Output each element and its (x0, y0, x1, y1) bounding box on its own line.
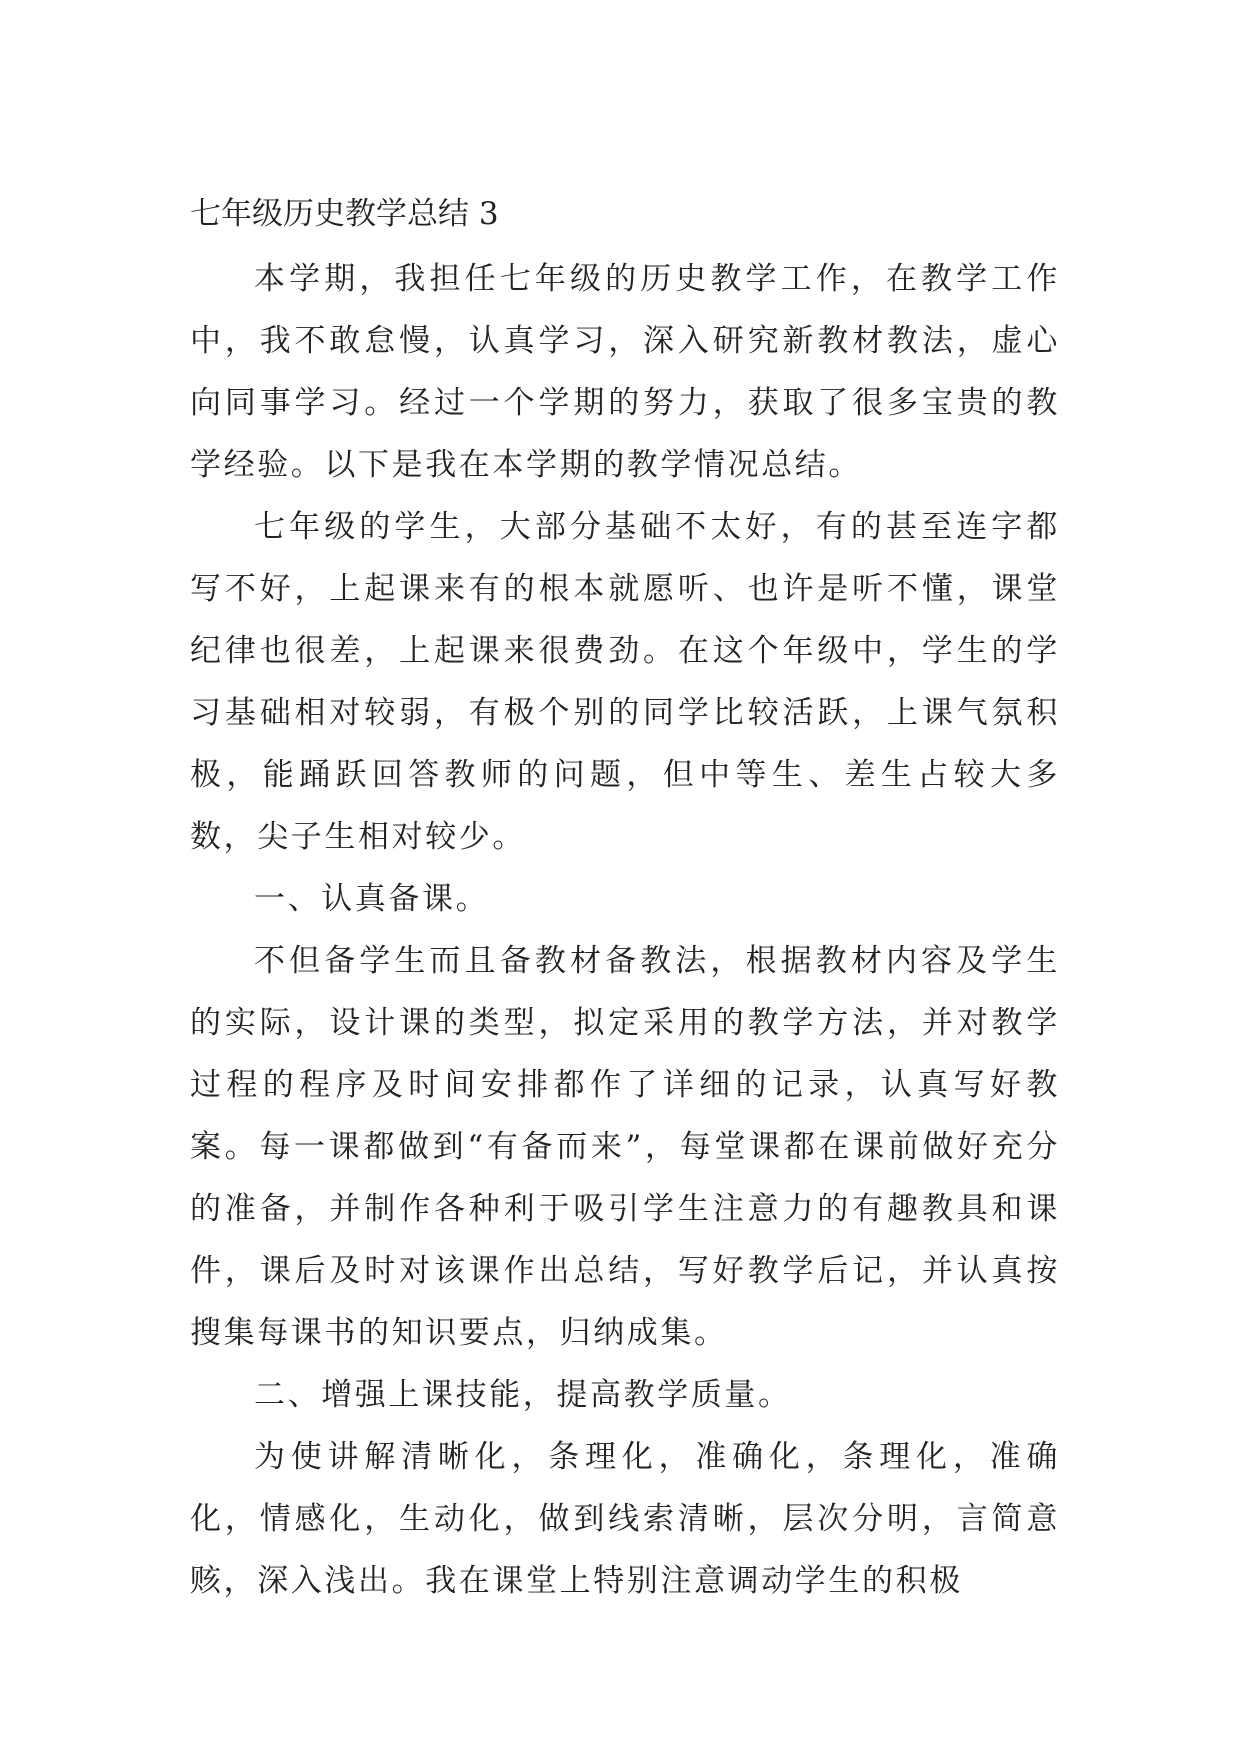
paragraph-intro: 本学期，我担任七年级的历史教学工作，在教学工作中，我不敢怠慢，认真学习，深入研究新教材教法，虚心向同事学习。经过一个学期的努力，获取了很多宝贵的教学经验。以下是我在本学期的教学情况总结。 (190, 261, 1060, 483)
section-heading-teaching-skills: 二、增强上课技能，提高教学质量。 (254, 1377, 792, 1413)
document-body (190, 248, 1060, 1612)
paragraph-students: 七年级的学生，大部分基础不太好，有的甚至连字都写不好，上起课来有的根本就愿听、也许是听不懂，课堂纪律也很差，上起课来很费劲。在这个年级中，学生的学习基础相对较弱，有极个别的同学比较活跃，上课气氛积极，能踊跃回答教师的问题，但中等生、差生占较大多数，尖子生相对较少。 (190, 509, 1060, 855)
section-heading-lesson-prep: 一、认真备课。 (254, 881, 490, 917)
document-title: 七年级历史教学总结 3 (190, 196, 499, 232)
paragraph-lesson-prep: 不但备学生而且备教材备教法，根据教材内容及学生的实际，设计课的类型，拟定采用的教学方法，并对教学过程的程序及时间安排都作了详细的记录，认真写好教案。每一课都做到“有备而来”，每堂课都在课前做好充分的准备，并制作各种利于吸引学生注意力的有趣教具和课件，课后及时对该课作出总结，写好教学后记，并认真按搜集每课书的知识要点，归纳成集。 (190, 943, 1060, 1351)
paragraph-teaching-skills: 为使讲解清晰化，条理化，准确化，条理化，准确化，情感化，生动化，做到线索清晰，层次分明，言简意赅，深入浅出。我在课堂上特别注意调动学生的积极 (190, 1439, 1060, 1599)
